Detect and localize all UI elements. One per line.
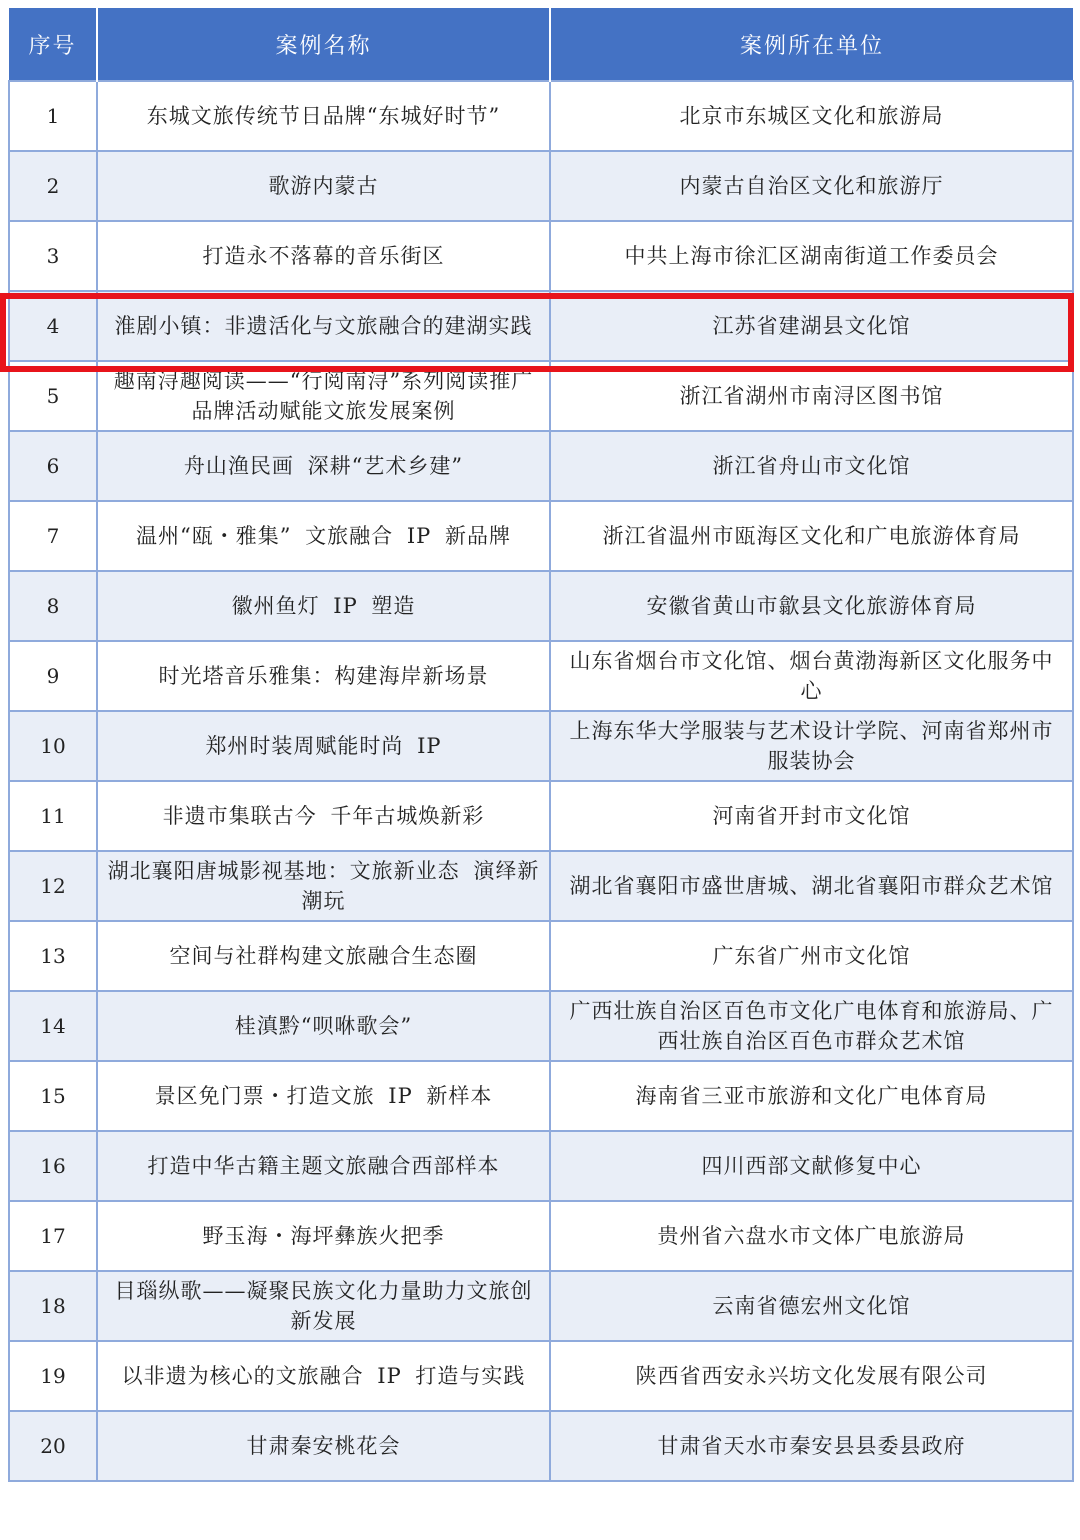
row-case-unit: 江苏省建湖县文化馆 (550, 291, 1073, 361)
row-case-name: 空间与社群构建文旅融合生态圈 (97, 921, 550, 991)
row-case-name: 以非遗为核心的文旅融合 IP 打造与实践 (97, 1341, 550, 1411)
table-row (9, 221, 1073, 291)
row-case-name: 桂滇黔“呗咻歌会” (97, 991, 550, 1061)
row-case-unit: 内蒙古自治区文化和旅游厅 (550, 151, 1073, 221)
table-row (9, 991, 1073, 1061)
case-list-table (8, 8, 1074, 1482)
row-serial-number: 10 (9, 711, 97, 781)
row-serial-number: 4 (9, 291, 97, 361)
row-serial-number: 16 (9, 1131, 97, 1201)
row-serial-number: 1 (9, 81, 97, 151)
row-case-name: 舟山渔民画 深耕“艺术乡建” (97, 431, 550, 501)
row-case-name: 野玉海・海坪彝族火把季 (97, 1201, 550, 1271)
header-case-unit: 案例所在单位 (550, 8, 1073, 81)
row-serial-number: 5 (9, 361, 97, 431)
row-serial-number: 12 (9, 851, 97, 921)
row-case-name: 打造中华古籍主题文旅融合西部样本 (97, 1131, 550, 1201)
row-serial-number: 15 (9, 1061, 97, 1131)
row-serial-number: 11 (9, 781, 97, 851)
row-case-name: 淮剧小镇：非遗活化与文旅融合的建湖实践 (97, 291, 550, 361)
row-case-name: 目瑙纵歌——凝聚民族文化力量助力文旅创新发展 (97, 1271, 550, 1341)
table-row (9, 1131, 1073, 1201)
row-case-name: 郑州时装周赋能时尚 IP (97, 711, 550, 781)
table-row (9, 1411, 1073, 1481)
table-row (9, 571, 1073, 641)
table-row (9, 1271, 1073, 1341)
row-serial-number: 13 (9, 921, 97, 991)
row-case-unit: 山东省烟台市文化馆、烟台黄渤海新区文化服务中心 (550, 641, 1073, 711)
row-case-unit: 海南省三亚市旅游和文化广电体育局 (550, 1061, 1073, 1131)
row-case-name: 景区免门票・打造文旅 IP 新样本 (97, 1061, 550, 1131)
row-serial-number: 7 (9, 501, 97, 571)
table-row (9, 431, 1073, 501)
row-serial-number: 8 (9, 571, 97, 641)
row-serial-number: 3 (9, 221, 97, 291)
row-case-name: 趣南浔趣阅读——“行阅南浔”系列阅读推广品牌活动赋能文旅发展案例 (97, 361, 550, 431)
row-case-name: 打造永不落幕的音乐街区 (97, 221, 550, 291)
row-case-name: 徽州鱼灯 IP 塑造 (97, 571, 550, 641)
row-case-unit: 中共上海市徐汇区湖南街道工作委员会 (550, 221, 1073, 291)
table-row (9, 781, 1073, 851)
header-row (9, 8, 1073, 81)
row-case-unit: 贵州省六盘水市文体广电旅游局 (550, 1201, 1073, 1271)
row-serial-number: 6 (9, 431, 97, 501)
table-row (9, 81, 1073, 151)
table-row (9, 1341, 1073, 1411)
row-serial-number: 2 (9, 151, 97, 221)
row-case-name: 东城文旅传统节日品牌“东城好时节” (97, 81, 550, 151)
row-case-unit: 广东省广州市文化馆 (550, 921, 1073, 991)
row-case-unit: 四川西部文献修复中心 (550, 1131, 1073, 1201)
row-case-unit: 云南省德宏州文化馆 (550, 1271, 1073, 1341)
row-serial-number: 18 (9, 1271, 97, 1341)
table-row (9, 711, 1073, 781)
row-case-name: 时光塔音乐雅集：构建海岸新场景 (97, 641, 550, 711)
row-case-name: 温州“瓯・雅集” 文旅融合 IP 新品牌 (97, 501, 550, 571)
table-row (9, 641, 1073, 711)
row-case-unit: 河南省开封市文化馆 (550, 781, 1073, 851)
row-case-unit: 陕西省西安永兴坊文化发展有限公司 (550, 1341, 1073, 1411)
case-list-table-container (8, 8, 1072, 1482)
row-case-unit: 上海东华大学服装与艺术设计学院、河南省郑州市服装协会 (550, 711, 1073, 781)
table-row (9, 151, 1073, 221)
row-case-unit: 湖北省襄阳市盛世唐城、湖北省襄阳市群众艺术馆 (550, 851, 1073, 921)
table-row (9, 501, 1073, 571)
row-case-name: 歌游内蒙古 (97, 151, 550, 221)
table-row (9, 1061, 1073, 1131)
header-case-name: 案例名称 (97, 8, 550, 81)
row-case-unit: 浙江省湖州市南浔区图书馆 (550, 361, 1073, 431)
row-serial-number: 9 (9, 641, 97, 711)
row-case-unit: 北京市东城区文化和旅游局 (550, 81, 1073, 151)
row-case-unit: 浙江省舟山市文化馆 (550, 431, 1073, 501)
header-serial-number: 序号 (9, 8, 97, 81)
row-case-unit: 浙江省温州市瓯海区文化和广电旅游体育局 (550, 501, 1073, 571)
row-case-unit: 安徽省黄山市歙县文化旅游体育局 (550, 571, 1073, 641)
table-body (9, 81, 1073, 1481)
table-row (9, 921, 1073, 991)
table-row (9, 361, 1073, 431)
row-case-name: 湖北襄阳唐城影视基地：文旅新业态 演绎新潮玩 (97, 851, 550, 921)
row-serial-number: 20 (9, 1411, 97, 1481)
row-case-unit: 甘肃省天水市秦安县县委县政府 (550, 1411, 1073, 1481)
row-case-unit: 广西壮族自治区百色市文化广电体育和旅游局、广西壮族自治区百色市群众艺术馆 (550, 991, 1073, 1061)
row-serial-number: 19 (9, 1341, 97, 1411)
table-row (9, 851, 1073, 921)
row-serial-number: 14 (9, 991, 97, 1061)
row-serial-number: 17 (9, 1201, 97, 1271)
table-row (9, 1201, 1073, 1271)
row-case-name: 甘肃秦安桃花会 (97, 1411, 550, 1481)
table-row (9, 291, 1073, 361)
row-case-name: 非遗市集联古今 千年古城焕新彩 (97, 781, 550, 851)
